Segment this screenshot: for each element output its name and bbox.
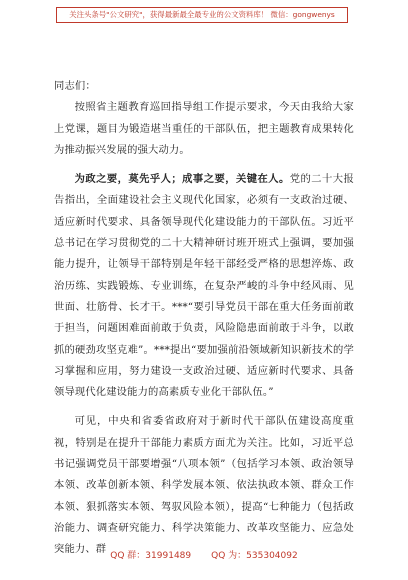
paragraph-2-text: 党的二十大报告指出，全面建设社会主义现代化国家，必须有一支政治过硬、适应新时代要求、具备领导现代化建设能力的干部队伍。习近平总书记在学习贯彻党的二十大精神研讨班开班式上强调，要加强能力提升，让领导干部特别是年轻干部经受严格的思想淬炼、政治历练、实践锻炼、专业训练，在复杂严峻的斗争中经风雨、见世面、壮筋骨、长才干。***“要引导党员干部在重大任务面前敢于担当，问题困难面前敢于负责，风险隐患面前敢于斗争，以敢抓的硬劲攻坚克难”。***提出“要加强前沿领域新知识新技术的学习掌握和应用，努力建设一支政治过硬、适应新时代要求、具备领导现代化建设能力的高素质专业化干部队伍。”	[54, 173, 355, 399]
paragraph-2	[54, 169, 354, 403]
promo-banner: 关注头条号"公文研究"，获得最新最全最专业的公文资料库！ 微信：gongwenys	[56, 7, 348, 23]
footer-contact: QQ 群：31991489 QQ 为：535304092	[110, 551, 298, 561]
paragraph-1: 按照省主题教育巡回指导组工作提示要求，今天由我给大家上党课，题目为锻造堪当重任的干部队伍，把主题教育成果转化为推动振兴发展的强大动力。	[54, 101, 354, 156]
paragraph-3: 可见，中央和省委省政府对于新时代干部队伍建设高度重视，特别是在提升干部能力素质方面尤为关注。比如，习近平总书记强调党员干部要增强“八项本领”（包括学习本领、政治领导本领、改革创新本领、科学发展本领、依法执政本领、群众工作本领、狠抓落实本领、驾驭风险本领），提高“七种能力（包括政治能力、调查研究能力、科学决策能力、改革攻坚能力、应急处突能力、群	[54, 415, 354, 556]
paragraph-2-lead: 为政之要，莫先乎人；成事之要，关键在人。	[74, 173, 290, 186]
document-body	[54, 76, 354, 561]
salutation: 同志们：	[54, 80, 96, 92]
